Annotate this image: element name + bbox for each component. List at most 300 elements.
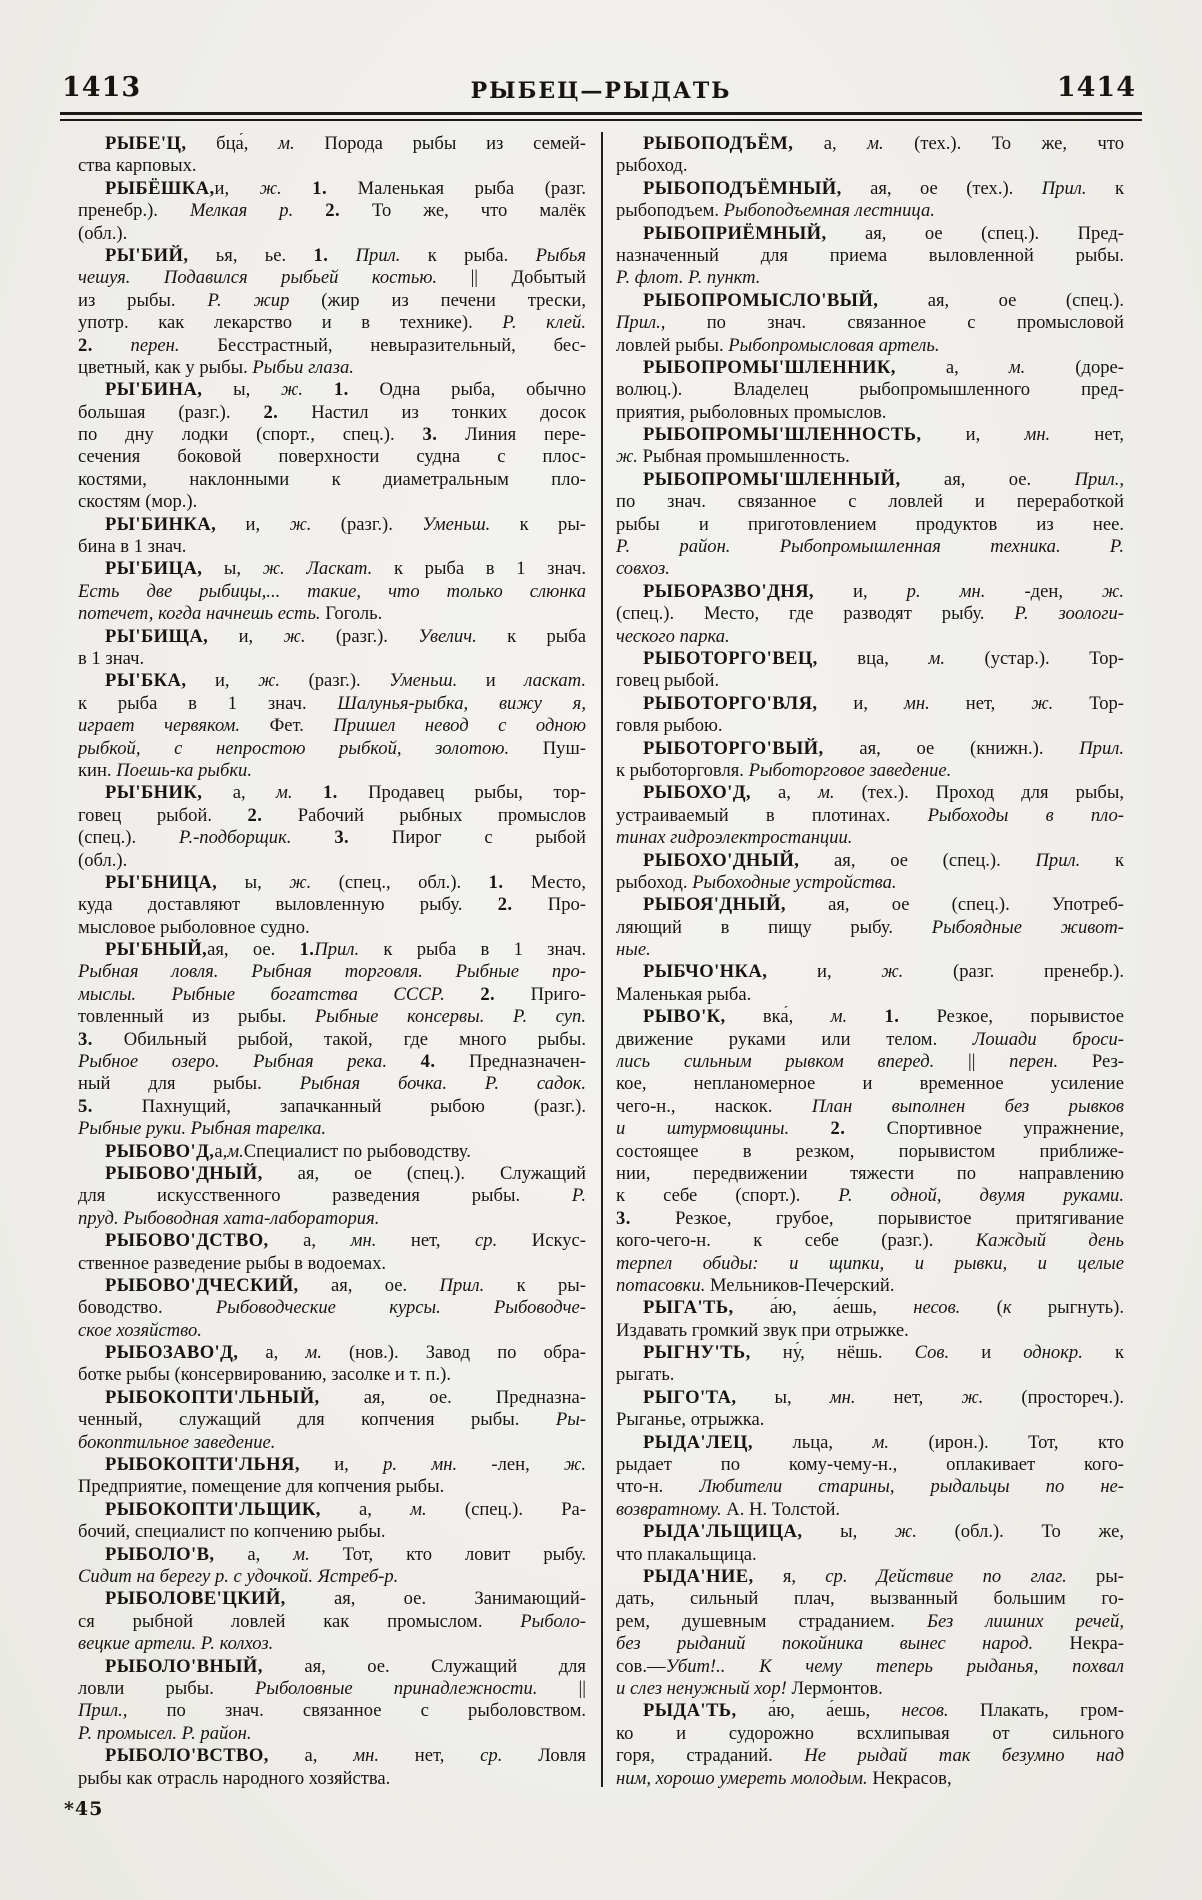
text-segment: Рыботорговое заведение.	[748, 759, 952, 781]
text-line	[78, 1230, 586, 1252]
text-segment: ры-	[1066, 1566, 1124, 1587]
text-line	[78, 670, 586, 692]
text-segment: ж.	[283, 625, 306, 647]
text-segment: 1.	[884, 1006, 900, 1028]
text-segment: Рыболовные принадлежности.	[255, 1677, 538, 1699]
text-line	[78, 961, 586, 983]
text-segment: РЫДА'ЛЕЦ,	[643, 1431, 753, 1453]
text-segment: ая, ое. Служащий для	[262, 1655, 586, 1677]
text-segment: к	[1080, 849, 1124, 871]
text-segment: и штурмовщины.	[616, 1118, 790, 1140]
text-segment: Пахнущий, запачканный рыбою (разг.).	[92, 1095, 586, 1117]
text-segment: Рыбные консервы. Р. суп.	[315, 1006, 586, 1028]
text-segment: м.	[278, 133, 295, 154]
text-segment: а,	[320, 1498, 411, 1520]
text-line	[78, 558, 586, 580]
text-segment: Уменьш.	[389, 670, 458, 692]
text-segment: Убит!.. К чему теперь рыданья, похвал	[665, 1655, 1124, 1677]
text-line	[616, 961, 1124, 983]
text-segment: РЫБОХО'Д,	[643, 782, 751, 804]
text-segment: Увелич.	[418, 625, 477, 647]
text-segment: 3.	[78, 1028, 93, 1050]
text-line	[616, 1387, 1124, 1409]
text-segment: Лермонтов.	[786, 1677, 883, 1699]
text-segment: а,	[214, 1543, 294, 1565]
text-segment: ж.	[616, 446, 638, 468]
text-line	[616, 469, 1124, 491]
text-segment: совхоз.	[616, 558, 670, 580]
text-segment: ж. Ласкат.	[262, 558, 373, 580]
text-segment: Прил.,	[616, 312, 666, 334]
text-segment: (простореч.).	[983, 1386, 1124, 1408]
text-segment: Бесстрастный, невыразительный, бес-	[179, 334, 586, 356]
text-segment: Р. клей.	[502, 312, 586, 334]
text-segment: ж.	[564, 1454, 586, 1476]
text-segment: План выполнен без рывков	[811, 1095, 1124, 1117]
text-line	[616, 357, 1124, 379]
text-line	[616, 626, 1124, 648]
text-segment: Р. жир	[207, 289, 290, 311]
text-segment: РЫБОХО'ДНЫЙ,	[643, 849, 800, 871]
text-segment: и,	[817, 692, 905, 714]
text-segment: Пуш-	[509, 737, 586, 759]
text-line	[78, 693, 586, 715]
text-line	[616, 514, 1124, 536]
text-segment: Фет.	[240, 715, 334, 737]
text-segment: чего-н., наскок.	[616, 1095, 812, 1117]
text-line	[616, 335, 1124, 357]
text-segment: рыбоход.	[616, 155, 688, 177]
text-segment: ляющий в пищу рыбу.	[616, 916, 932, 938]
text-line	[78, 536, 586, 558]
text-segment: Пирог с рыбой	[349, 827, 586, 849]
text-segment: (тех.). Проход для рыбы,	[834, 782, 1124, 804]
text-segment: Прил.	[314, 939, 360, 961]
text-segment: Про-	[512, 894, 586, 916]
text-line	[616, 670, 1124, 692]
text-line	[78, 133, 586, 155]
text-segment: Рыбная ловля. Рыбная торговля. Рыбные про-	[78, 961, 586, 983]
text-segment: Р. район. Рыбопромышленная техника. Р.	[616, 536, 1124, 558]
text-segment: и,	[767, 961, 882, 983]
text-segment: РЫБОКОПТИ'ЛЬЩИК,	[105, 1498, 321, 1520]
text-segment: устраиваемый в плотинах.	[616, 804, 928, 826]
text-segment: Рыбоходы в пло-	[927, 804, 1124, 826]
text-line	[78, 200, 586, 222]
text-segment: РЫБОЯ'ДНЫЙ,	[643, 894, 786, 916]
column-divider	[601, 132, 603, 1787]
text-segment: РЫБОРАЗВО'ДНЯ,	[643, 580, 814, 602]
text-line	[78, 491, 586, 513]
text-segment: несов.	[901, 1700, 949, 1722]
text-line	[78, 1700, 586, 1722]
text-segment: товленный из рыбы.	[78, 1006, 316, 1028]
text-segment: 2.	[325, 200, 340, 222]
text-segment: ж.	[894, 1521, 917, 1543]
text-line	[616, 1230, 1124, 1252]
text-line	[616, 1342, 1124, 1364]
text-segment: -лен,	[457, 1454, 565, 1476]
text-segment: терпел обиды: и щипки, и рывки, и целые	[616, 1252, 1124, 1274]
text-segment: к рыба в 1 знач.	[359, 939, 586, 961]
text-segment: ж.	[289, 513, 312, 535]
text-segment: РЫВО'К,	[643, 1006, 726, 1028]
text-segment: к рыба	[476, 625, 586, 647]
text-segment: нет,	[376, 1230, 476, 1252]
text-segment: вецкие артели. Р. колхоз.	[78, 1633, 274, 1655]
text-line	[616, 1544, 1124, 1566]
text-segment: РЫБОЗАВО'Д,	[105, 1342, 239, 1364]
text-segment: ая, ое (тех.).	[841, 177, 1042, 199]
text-segment: (спец., обл.).	[311, 871, 489, 893]
text-segment: Рыбья	[535, 244, 586, 266]
text-line	[616, 1029, 1124, 1051]
text-segment: без рыданий покойника вынес народ.	[616, 1633, 1034, 1655]
text-segment: РЫ'БИЙ,	[105, 244, 189, 266]
text-segment: РЫБОТОРГО'ВЫЙ,	[643, 737, 824, 759]
text-segment: 2.	[247, 804, 263, 826]
text-segment: РЫБОПРОМЫ'ШЛЕННИК,	[643, 356, 896, 378]
text-segment: Маленькая рыба.	[616, 983, 752, 1005]
text-segment: ы,	[202, 558, 263, 580]
text-segment: Маленькая рыба (разг.	[327, 177, 586, 199]
text-segment: (разг. пренебр.).	[903, 961, 1124, 983]
page-number-left: 1413	[62, 72, 142, 103]
text-segment: Резкое, порывистое	[899, 1006, 1124, 1028]
text-segment: Издавать громкий звук при отрыжке.	[616, 1319, 909, 1341]
text-line	[616, 1185, 1124, 1207]
text-line	[616, 693, 1124, 715]
text-segment: А. Н. Толстой.	[721, 1498, 841, 1520]
text-line	[616, 1364, 1124, 1386]
text-segment: чешуя. Подавился рыбьей костью.	[78, 267, 438, 289]
text-line	[616, 805, 1124, 827]
text-line	[616, 1566, 1124, 1588]
text-segment: ы,	[736, 1386, 830, 1408]
text-line	[616, 290, 1124, 312]
text-segment: 1.	[488, 871, 504, 893]
text-segment: Рыбная бочка. Р. садок.	[299, 1073, 586, 1095]
text-segment: 5.	[78, 1095, 93, 1117]
text-segment: м.	[867, 133, 884, 154]
text-segment: (обл.).	[78, 222, 128, 244]
text-segment: ж.	[961, 1386, 984, 1408]
text-segment: Рыбоходные устройства.	[692, 871, 897, 893]
text-segment: Некрасов,	[867, 1767, 952, 1789]
text-segment: (обл.). То же,	[916, 1521, 1124, 1543]
text-segment: 2.	[78, 334, 93, 356]
text-segment: Рыбоводческие курсы. Рыбоводче-	[215, 1297, 586, 1319]
text-line	[616, 1208, 1124, 1230]
text-segment: ср.	[475, 1230, 498, 1252]
text-segment: рыбы как отрасль народного хозяйства.	[78, 1767, 391, 1789]
text-line	[616, 200, 1124, 222]
text-segment: по знач. связанное с рыболовством.	[127, 1700, 586, 1722]
text-line	[616, 1499, 1124, 1521]
text-line	[78, 1297, 586, 1319]
text-segment: к ры-	[490, 513, 586, 535]
text-segment: м.	[276, 782, 293, 804]
text-segment: РЫБОЛО'В,	[105, 1543, 215, 1565]
text-segment: мн.	[829, 1386, 856, 1408]
text-segment: пренебр.).	[78, 200, 190, 222]
text-line	[616, 267, 1124, 289]
text-line	[78, 1051, 586, 1073]
text-line	[78, 805, 586, 827]
text-line	[78, 1342, 586, 1364]
text-segment: несов.	[913, 1297, 961, 1319]
text-segment: 1.	[333, 379, 349, 401]
text-segment: РЫБОЛОВЕ'ЦКИЙ,	[105, 1588, 286, 1610]
text-segment: Поешь-ка рыбки.	[116, 759, 252, 781]
text-line	[78, 1633, 586, 1655]
text-segment: к	[1002, 1297, 1012, 1319]
text-segment: Рыбоядные живот-	[931, 916, 1124, 938]
text-segment: а,	[268, 1745, 354, 1767]
text-line	[78, 872, 586, 894]
text-line	[78, 1409, 586, 1431]
text-segment	[291, 827, 334, 848]
text-segment: ||	[934, 1051, 1010, 1073]
text-segment: потечет, когда начнешь есть.	[78, 603, 321, 625]
text-segment: к ры-	[484, 1274, 586, 1296]
text-segment: РЫ'БНЫЙ,	[105, 939, 208, 961]
text-segment: 1.	[313, 244, 329, 266]
text-line	[78, 1163, 586, 1185]
text-line	[616, 1476, 1124, 1498]
text-line	[616, 155, 1124, 177]
text-line	[78, 581, 586, 603]
text-segment: а́ю, а́ешь,	[733, 1297, 914, 1319]
text-segment: РЫБОКОПТИ'ЛЬНЯ,	[105, 1454, 300, 1476]
text-segment: РЫГНУ'ТЬ,	[643, 1342, 751, 1364]
text-segment: и	[949, 1342, 1024, 1364]
text-segment: куда доставляют выловленную рыбу.	[78, 894, 498, 916]
text-line	[78, 827, 586, 849]
text-segment: РЫБОВО'Д,	[105, 1140, 215, 1162]
text-segment: в 1 знач.	[78, 647, 145, 669]
text-line	[616, 1253, 1124, 1275]
text-segment: и	[457, 670, 525, 692]
text-segment: рыгать.	[616, 1364, 675, 1386]
text-segment: ж.	[881, 961, 904, 983]
text-segment: нет,	[379, 1745, 481, 1767]
text-line	[78, 469, 586, 491]
text-segment: мн.	[353, 1745, 379, 1767]
text-segment: кого-чего-н. к себе (разг.).	[616, 1230, 976, 1252]
text-segment: РЫБОТОРГО'ВЕЦ,	[643, 647, 818, 669]
text-segment: 3.	[422, 424, 438, 446]
text-segment: говец рыбой.	[616, 670, 720, 692]
text-line	[616, 558, 1124, 580]
text-segment: Прил.,	[78, 1700, 128, 1722]
text-line	[616, 1633, 1124, 1655]
text-segment: ы,	[217, 871, 290, 893]
text-line	[616, 1163, 1124, 1185]
text-segment: Р. зоологи-	[1014, 603, 1124, 625]
text-segment: -ден,	[985, 580, 1103, 602]
text-segment	[293, 200, 325, 221]
text-segment: вца,	[817, 647, 929, 669]
text-segment: ая, ое (спец.).	[878, 289, 1124, 311]
text-segment: Прил.	[1079, 737, 1124, 759]
text-segment: тинах гидроэлектростанции.	[616, 827, 853, 849]
text-segment: Рыболо-	[520, 1610, 586, 1632]
text-segment: м.	[293, 1543, 310, 1565]
text-segment: РЫБОВО'ДЧЕСКИЙ,	[105, 1274, 299, 1296]
text-segment: нет,	[855, 1386, 962, 1408]
text-line	[616, 312, 1124, 334]
text-segment: Резкое, грубое, порывистое притягивание	[630, 1207, 1124, 1229]
text-segment: Лошади броси-	[972, 1028, 1124, 1050]
text-line	[78, 1723, 586, 1745]
text-segment: ая, ое. Занимающий-	[285, 1588, 586, 1610]
text-segment: а,	[202, 782, 277, 804]
text-line	[616, 1320, 1124, 1342]
text-segment: и,	[921, 424, 1025, 446]
text-line	[78, 290, 586, 312]
text-line	[616, 1723, 1124, 1745]
text-segment: (нов.). Завод по обра-	[321, 1342, 586, 1364]
text-segment	[303, 379, 334, 400]
text-segment: волюц.). Владелец рыбопромышленного пред-	[616, 379, 1124, 401]
text-segment: (разг.).	[305, 625, 419, 647]
text-segment: играет червяком.	[78, 715, 241, 737]
text-segment: м.	[928, 647, 945, 669]
text-line	[616, 536, 1124, 558]
text-segment: Ры-	[555, 1409, 586, 1431]
text-line	[616, 402, 1124, 424]
text-line	[78, 1544, 586, 1566]
text-line	[616, 1073, 1124, 1095]
text-segment: (разг.).	[280, 670, 390, 692]
text-segment: а,	[214, 1140, 228, 1162]
text-segment: 1.	[322, 782, 338, 804]
text-line	[616, 1656, 1124, 1678]
text-line	[78, 514, 586, 536]
text-segment: бочий, специалист по копчению рыбы.	[78, 1521, 386, 1543]
text-line	[78, 782, 586, 804]
text-segment: 2.	[263, 401, 279, 423]
text-segment: м.	[830, 1006, 848, 1028]
text-segment: 1.	[312, 177, 327, 199]
text-segment: ный для рыбы.	[78, 1073, 300, 1095]
text-segment: Р.	[571, 1185, 586, 1207]
text-segment: м.	[227, 1140, 244, 1162]
text-segment: ж.	[289, 871, 312, 893]
text-line	[78, 939, 586, 961]
text-segment: Рабочий рыбных промыслов	[262, 804, 586, 826]
column-left	[78, 133, 586, 1790]
text-line	[616, 581, 1124, 603]
text-segment: и,	[186, 670, 259, 692]
text-line	[78, 1185, 586, 1207]
text-line	[78, 1678, 586, 1700]
text-line	[78, 626, 586, 648]
text-segment: а,	[895, 356, 1009, 378]
text-segment: Гоголь.	[320, 603, 383, 625]
text-segment: Шалунья-рыбка, вижу я,	[337, 692, 586, 714]
text-segment: ж.	[259, 177, 282, 199]
text-line	[616, 1588, 1124, 1610]
text-line	[78, 1611, 586, 1633]
text-segment: То же, что малёк	[340, 200, 586, 222]
text-line	[616, 850, 1124, 872]
text-line	[616, 1700, 1124, 1722]
page-number-right: 1414	[1056, 72, 1136, 103]
text-segment: Место,	[503, 871, 586, 893]
text-segment: РЫБОПОДЪЁМНЫЙ,	[643, 177, 842, 199]
text-segment: ловли рыбы.	[78, 1677, 255, 1699]
text-segment: а,	[268, 1230, 351, 1252]
text-segment	[387, 1051, 421, 1072]
text-segment: костями, наклонными к диаметральным пло-	[78, 468, 586, 490]
text-segment: РЫБЁШКА,	[105, 177, 215, 199]
text-segment: ж.	[258, 670, 281, 692]
text-segment: к	[1082, 1342, 1124, 1364]
text-segment: рыбы и приготовлением продуктов из нее.	[616, 513, 1124, 535]
text-segment: м.	[818, 782, 835, 804]
text-segment: ко и судорожно всхлипывая от сильного	[616, 1722, 1124, 1744]
text-segment: назначенный для приема выловленной рыбы.	[616, 244, 1124, 266]
text-line	[78, 1745, 586, 1767]
text-segment: что-н.	[616, 1476, 700, 1498]
text-segment: РЫБОВО'ДСТВО,	[105, 1230, 269, 1252]
text-line	[78, 715, 586, 737]
text-line	[616, 1051, 1124, 1073]
text-line	[78, 1566, 586, 1588]
text-segment: а,	[750, 782, 819, 804]
text-line	[78, 1096, 586, 1118]
text-segment: 3.	[334, 827, 350, 849]
text-segment: ства карповых.	[78, 155, 197, 177]
text-segment: Тор-	[1053, 692, 1124, 714]
text-segment: м.	[872, 1431, 890, 1453]
text-segment: Без лишних речей,	[927, 1610, 1124, 1632]
text-line	[78, 312, 586, 334]
text-segment: мн.	[1024, 424, 1051, 446]
text-segment: Р. одной, двумя руками.	[838, 1185, 1124, 1207]
text-segment: скостям (мор.).	[78, 491, 198, 513]
text-line	[616, 1768, 1124, 1790]
text-segment: РЫБЕ'Ц,	[105, 133, 187, 154]
text-line	[78, 245, 586, 267]
text-line	[616, 917, 1124, 939]
header-rule-top	[60, 112, 1142, 115]
text-line	[78, 894, 586, 916]
text-segment: м.	[410, 1498, 427, 1520]
text-segment: и,	[813, 580, 907, 602]
page-title: РЫБЕЦ—РЫДАТЬ	[470, 78, 732, 104]
text-segment: рыбкой, с непростою рыбкой, золотою.	[78, 737, 510, 759]
text-segment: РЫДА'ТЬ,	[643, 1700, 737, 1722]
text-segment	[93, 335, 131, 356]
text-line	[616, 984, 1124, 1006]
text-segment: Продавец рыбы, тор-	[337, 782, 586, 804]
text-line	[616, 715, 1124, 737]
text-segment: РЫБОКОПТИ'ЛЬНЫЙ,	[105, 1386, 320, 1408]
text-segment: ственное разведение рыбы в водоемах.	[78, 1252, 387, 1274]
text-segment	[445, 984, 481, 1005]
text-segment: кин.	[78, 759, 117, 781]
text-line	[78, 1656, 586, 1678]
text-line	[78, 1320, 586, 1342]
text-line	[616, 782, 1124, 804]
text-segment: (спец.). Место, где разводят рыбу.	[616, 603, 1015, 625]
text-segment: Рыбное озеро. Рыбная река.	[78, 1051, 387, 1073]
text-line	[616, 939, 1124, 961]
text-segment: лись сильным рывком вперед.	[616, 1051, 935, 1073]
